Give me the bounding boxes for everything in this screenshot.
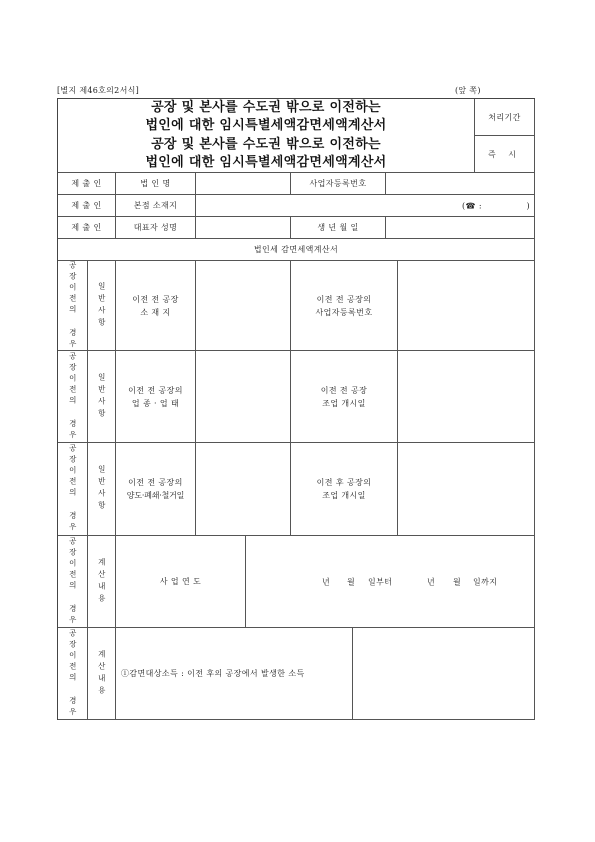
section-group-label-cell [88,443,116,536]
form-number: [별지 제46호의2서식] [57,86,140,95]
birth-date-label: 생 년 월 일 [291,217,386,239]
section-group-label-cell [88,261,116,351]
section-side-label: 공장이전의 경우 [68,260,78,351]
representative-name-label: 대표자 성명 [116,217,196,239]
representative-name-field[interactable] [196,217,291,239]
head-office-address-field[interactable] [196,195,535,217]
processing-period-value: 즉 시 [475,136,535,173]
post-move-factory-operation-start-field[interactable] [398,443,535,536]
label-stack [316,293,373,319]
phone-label-open: (☎ : [462,201,482,210]
pre-move-factory-business-reg-no-label [291,261,398,351]
section-group-label-cell [88,536,116,628]
title-line: 공장 및 본사를 수도권 밖으로 이전하는 [151,136,381,152]
label-line: 양도·폐쇄·철거일 [126,491,185,500]
title-line: 공장 및 본사를 수도권 밖으로 이전하는 [151,99,381,115]
pre-move-factory-location-label [116,261,196,351]
pre-move-factory-business-reg-no-field[interactable] [398,261,535,351]
form-title [58,99,475,173]
corporation-name-label: 법 인 명 [116,173,196,195]
fiscal-year-period-part: 년 [322,577,331,586]
reduction-target-income-amount-field[interactable] [353,628,535,720]
processing-period-label: 처리기간 [475,99,535,136]
label-stack [132,293,179,319]
pre-move-factory-business-type-field[interactable] [196,351,291,443]
label-stack [321,384,368,410]
section-side-label-cell [58,628,88,720]
label-stack [128,384,183,410]
pre-move-factory-operation-start-label [291,351,398,443]
title-line: 법인에 대한 임시특별세액감면세액계산서 [145,155,387,170]
label-stack [127,476,184,502]
section-side-label: 공장이전의 경우 [68,628,78,719]
calculation-sheet-heading: 법인세 감면세액계산서 [58,239,535,261]
fiscal-year-period-part: 일부터 [368,577,393,586]
submitter-label: 제 출 인 [58,173,116,195]
pre-move-factory-disposal-date-field[interactable] [196,443,291,536]
section-group-label-cell [88,351,116,443]
section-side-label: 공장이전의 경우 [68,536,78,627]
section-side-label-cell [58,261,88,351]
post-move-factory-operation-start-label [291,443,398,536]
fiscal-year-period-part: 일까지 [473,577,498,586]
fiscal-year-period-part: 월 [453,577,462,586]
phone-label-close: ) [526,201,530,210]
section-side-label-cell [58,443,88,536]
section-side-label-cell [58,536,88,628]
section-group-label: 일반사항 [97,372,107,421]
submitter-label: 제 출 인 [58,217,116,239]
corporation-name-field[interactable] [196,173,291,195]
fiscal-year-label: 사 업 연 도 [116,536,246,628]
reduction-target-income-label: ①감면대상소득 : 이전 후의 공장에서 발생한 소득 [116,628,353,720]
birth-date-field[interactable] [386,217,535,239]
head-office-address-label: 본점 소재지 [116,195,196,217]
business-reg-no-field[interactable] [386,173,535,195]
title-line: 법인에 대한 임시특별세액감면세액계산서 [145,118,387,133]
section-group-label-cell [88,628,116,720]
label-line: 이전 전 공장의 [128,478,183,487]
label-line: 조업 개시일 [322,491,366,500]
label-line: 이전 전 공장 [132,294,179,304]
label-line: 이전 후 공장의 [316,478,372,487]
pre-move-factory-operation-start-field[interactable] [398,351,535,443]
pre-move-factory-location-field[interactable] [196,261,291,351]
label-line: 소 재 지 [140,307,171,317]
pre-move-factory-disposal-date-label [116,443,196,536]
label-line: 사업자등록번호 [315,307,373,317]
fiscal-year-period-part: 년 [427,577,436,586]
section-group-label: 일반사항 [97,281,107,330]
label-line: 조업 개시일 [322,398,366,408]
section-side-label: 공장이전의 경우 [68,351,78,442]
section-group-label: 계산내용 [97,557,107,606]
submitter-label: 제 출 인 [58,195,116,217]
label-stack [317,476,372,502]
section-side-label-cell [58,351,88,443]
section-group-label: 계산내용 [97,649,107,698]
fiscal-year-period-part: 월 [347,577,356,586]
label-line: 이전 전 공장의 [316,294,372,304]
business-reg-no-label: 사업자등록번호 [291,173,386,195]
form-table [57,98,535,720]
section-group-label: 일반사항 [97,465,107,513]
label-line: 업 종 · 업 태 [131,398,180,408]
fiscal-year-period-field[interactable] [246,536,535,628]
pre-move-factory-business-type-label [116,351,196,443]
page-side-label: (앞 쪽) [455,86,481,95]
label-line: 이전 전 공장 [320,385,368,395]
label-line: 이전 전 공장의 [128,385,183,395]
section-side-label: 공장이전의 경우 [68,444,78,534]
